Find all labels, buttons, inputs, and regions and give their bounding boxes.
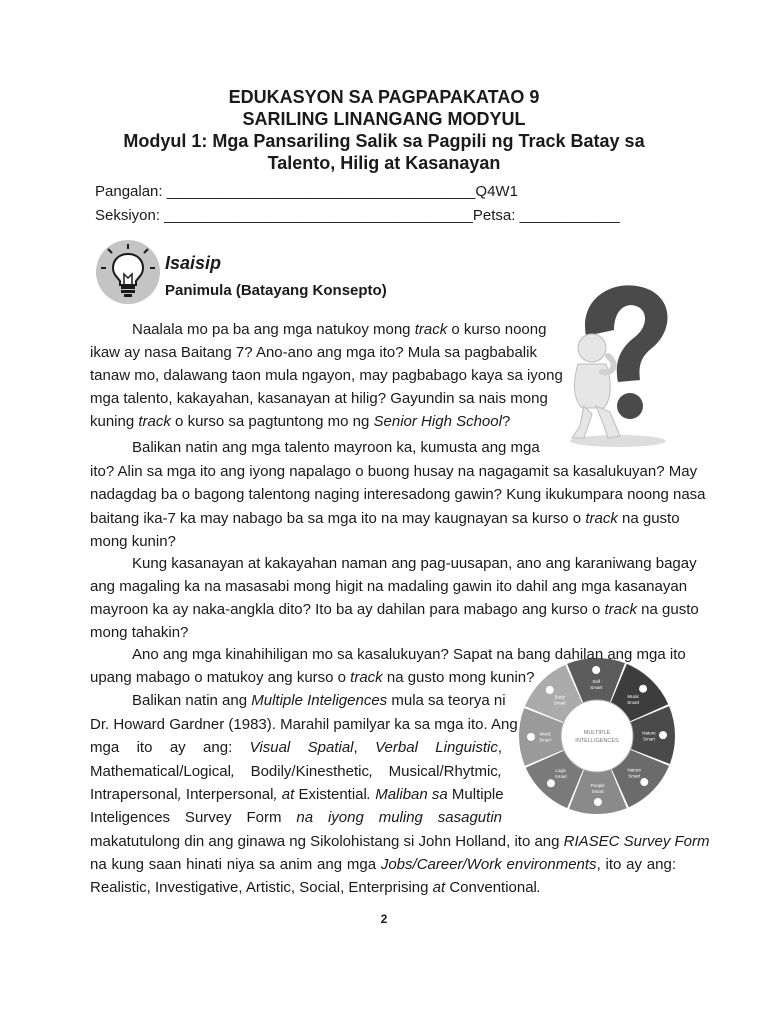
text-run: Conventional: [449, 879, 537, 896]
text-run: , ito ay ang:: [596, 856, 676, 873]
question-figure-image: [548, 276, 674, 448]
paragraph-line: [90, 853, 676, 876]
mi-center-line-1: MULTIPLE: [583, 730, 611, 736]
italic-term: .: [536, 879, 542, 896]
quarter-label: Q4W1: [475, 183, 518, 200]
mi-segment-icon: [640, 778, 648, 786]
text-run: mga talento, kakayahan, kasanayan at hilig? Gayundin sa nais mong: [90, 390, 548, 407]
paragraph-line: [90, 460, 698, 483]
text-run: Mathematical/Logical: [90, 763, 231, 780]
italic-term: track: [414, 321, 448, 338]
italic-term: ,: [497, 763, 502, 780]
italic-term: Senior High School: [373, 413, 502, 430]
mi-segment-label: Self: [592, 679, 601, 685]
mi-segment-label: Body: [554, 694, 565, 700]
date-blank[interactable]: ____________: [519, 207, 620, 224]
name-field: [95, 183, 518, 201]
text-run: kuning: [90, 413, 139, 430]
mi-segment-label: Smart: [627, 699, 640, 705]
text-run: Dr. Howard Gardner (1983). Marahil pamilyar ka sa mga ito. Ang: [90, 716, 518, 733]
text-run: ,: [497, 739, 502, 756]
paragraph-line: [90, 806, 502, 829]
paragraph-line: [132, 436, 540, 459]
paragraph-line: [90, 666, 534, 689]
mi-center-line-2: INTELLIGENCES: [575, 738, 619, 744]
mi-segment-label: Smart: [538, 737, 552, 743]
module-type: SARILING LINANGANG MODYUL: [242, 109, 526, 129]
text-run: ,: [353, 739, 376, 756]
paragraph-line: [90, 621, 188, 644]
italic-term: track: [604, 601, 638, 618]
mi-segment-label: Nature: [642, 730, 656, 736]
section-field: [95, 207, 620, 225]
text-run: Interpersonal: [185, 786, 274, 803]
italic-term: na iyong muling sasagutin: [281, 809, 502, 826]
paragraph-line: [132, 689, 506, 712]
text-run: na kung saan hinati niya sa anim ang mga: [90, 856, 381, 873]
text-run: Naalala mo pa ba ang mga natukoy mong: [132, 321, 415, 338]
paragraph-line: [90, 364, 563, 387]
text-run: upang mabago o matukoy ang kurso o: [90, 669, 351, 686]
text-run: mong tahakin?: [90, 624, 189, 641]
mi-segment-label: Logic: [555, 768, 567, 774]
paragraph-line: [132, 318, 546, 341]
text-run: mula sa teorya ni: [387, 692, 506, 709]
text-run: Inteligences Survey Form: [90, 809, 282, 826]
lightbulb-icon: [96, 240, 160, 304]
paragraph-line: [90, 507, 680, 530]
mi-segment-icon: [592, 666, 600, 674]
mi-segment-label: Smart: [628, 773, 641, 779]
text-run: Bodily/Kinesthetic: [250, 763, 369, 780]
name-label: Pangalan:: [95, 183, 167, 200]
text-run: o kurso sa pagtuntong mo ng: [170, 413, 374, 430]
paragraph-line: [90, 341, 537, 364]
text-run: Realistic, Investigative, Artistic, Social, Enterprising: [90, 879, 429, 896]
text-run: Balikan natin ang: [132, 692, 252, 709]
italic-term: ,: [230, 763, 251, 780]
mi-segment-label: Word: [539, 731, 551, 737]
paragraph-line: [90, 783, 502, 806]
text-run: nadagdag ba o bagong talentong naging interesadong gawin? Kung ikukumpara noong nasa: [90, 486, 706, 503]
italic-term: track: [585, 510, 618, 527]
text-run: tanaw mo, dalawang taon mula ngayon, may pagbabago kaya sa iyong: [90, 367, 563, 384]
italic-term: , at: [273, 786, 299, 803]
text-run: baitang ika-7 ka may nabago ba sa mga ito na may kaugnayan sa kurso o: [90, 510, 586, 527]
italic-term: Multiple Inteligences: [251, 692, 388, 709]
italic-term: ,: [177, 786, 186, 803]
paragraph-line: [90, 530, 176, 553]
text-run: ?: [501, 413, 511, 430]
mi-segment-label: Nature: [627, 767, 642, 773]
italic-term: ,: [368, 763, 389, 780]
paragraph-line: [90, 713, 518, 736]
module-title-line-1: Modyul 1: Mga Pansariling Salik sa Pagpili ng Track Batay sa: [123, 131, 645, 151]
italic-term: track: [350, 669, 383, 686]
text-run: Kung kasanayan at kakayahan naman ang pag-uusapan, ano ang karaniwang bagay: [132, 555, 697, 572]
mi-segment-label: Smart: [591, 788, 604, 794]
mi-segment-label: People: [590, 782, 605, 788]
text-run: mong kunin?: [90, 533, 176, 550]
text-run: ito? Alin sa mga ito ang iyong napalago o buong husay na nagagamit sa kasalukuyan? May: [90, 463, 698, 480]
italic-term: track: [138, 413, 171, 430]
text-run: mayroon ka ay naka-angkla dito? Ito ba ay dahilan para mabago ang kurso o: [90, 601, 605, 618]
text-run: ikaw ay nasa Baitang 7? Ano-ano ang mga ito? Mula sa pagbabalik: [90, 344, 537, 361]
section-title: Isaisip: [165, 253, 222, 273]
mi-segment-label: Smart: [554, 774, 567, 780]
name-blank[interactable]: _____________________________________: [166, 183, 476, 200]
section-subtitle: Panimula (Batayang Konsepto): [165, 282, 387, 299]
module-title-line-2: Talento, Hilig at Kasanayan: [267, 153, 501, 173]
mi-segment-label: Smart: [642, 736, 656, 742]
paragraph-line: [90, 736, 502, 759]
paragraph-line: [132, 552, 697, 575]
text-run: na gusto mong kunin?: [382, 669, 535, 686]
paragraph-line: [90, 483, 706, 506]
text-run: o kurso noong: [447, 321, 547, 338]
text-run: ang magaling ka na masasabi mong higit na madaling gawin ito dahil ang mga kasanayan: [90, 578, 688, 595]
text-run: na gusto: [637, 601, 699, 618]
paragraph-line: [132, 643, 686, 666]
italic-term: Verbal Linguistic: [375, 739, 498, 756]
text-run: na gusto: [617, 510, 680, 527]
italic-term: Jobs/Career/Work environments: [380, 856, 597, 873]
mi-segment-icon: [639, 685, 647, 693]
text-run: Existential: [298, 786, 367, 803]
paragraph-line: [90, 387, 548, 410]
subject-title: EDUKASYON SA PAGPAPAKATAO 9: [228, 87, 540, 107]
mi-segment-icon: [594, 798, 602, 806]
mi-segment-label: Smart: [553, 700, 566, 706]
page-number: 2: [380, 912, 388, 926]
paragraph-line: [90, 830, 710, 853]
text-run: Ano ang mga kinahihiligan mo sa kasalukuyan? Sapat na bang dahilan ang mga ito: [132, 646, 686, 663]
mi-segment-icon: [547, 779, 555, 787]
mi-segment-icon: [527, 733, 535, 741]
paragraph-line: [90, 575, 688, 598]
text-run: makatutulong din ang ginawa ng Sikolohistang si John Holland, ito ang: [90, 833, 564, 850]
italic-term: Visual Spatial: [249, 739, 354, 756]
mi-segment-label: Music: [627, 693, 640, 699]
text-run: Musical/Rhytmic: [388, 763, 498, 780]
section-label: Seksiyon:: [95, 207, 165, 224]
paragraph-line: [90, 598, 699, 621]
paragraph-line: [90, 876, 541, 899]
text-run: Intrapersonal: [90, 786, 178, 803]
italic-term: RIASEC Survey Form: [563, 833, 710, 850]
mi-segment-label: Smart: [590, 685, 603, 691]
mi-segment-icon: [546, 686, 554, 694]
multiple-intelligences-figure: [516, 655, 678, 817]
italic-term: at: [428, 879, 450, 896]
section-blank[interactable]: _____________________________________: [164, 207, 473, 224]
paragraph-line: [90, 760, 502, 783]
text-run: Multiple: [451, 786, 504, 803]
paragraph-line: [90, 410, 510, 433]
text-run: Balikan natin ang mga talento mayroon ka, kumusta ang mga: [132, 439, 540, 456]
mi-segment-icon: [659, 731, 667, 739]
italic-term: . Maliban sa: [366, 786, 452, 803]
text-run: mga ito ay ang:: [90, 739, 250, 756]
date-label: Petsa:: [472, 207, 520, 224]
